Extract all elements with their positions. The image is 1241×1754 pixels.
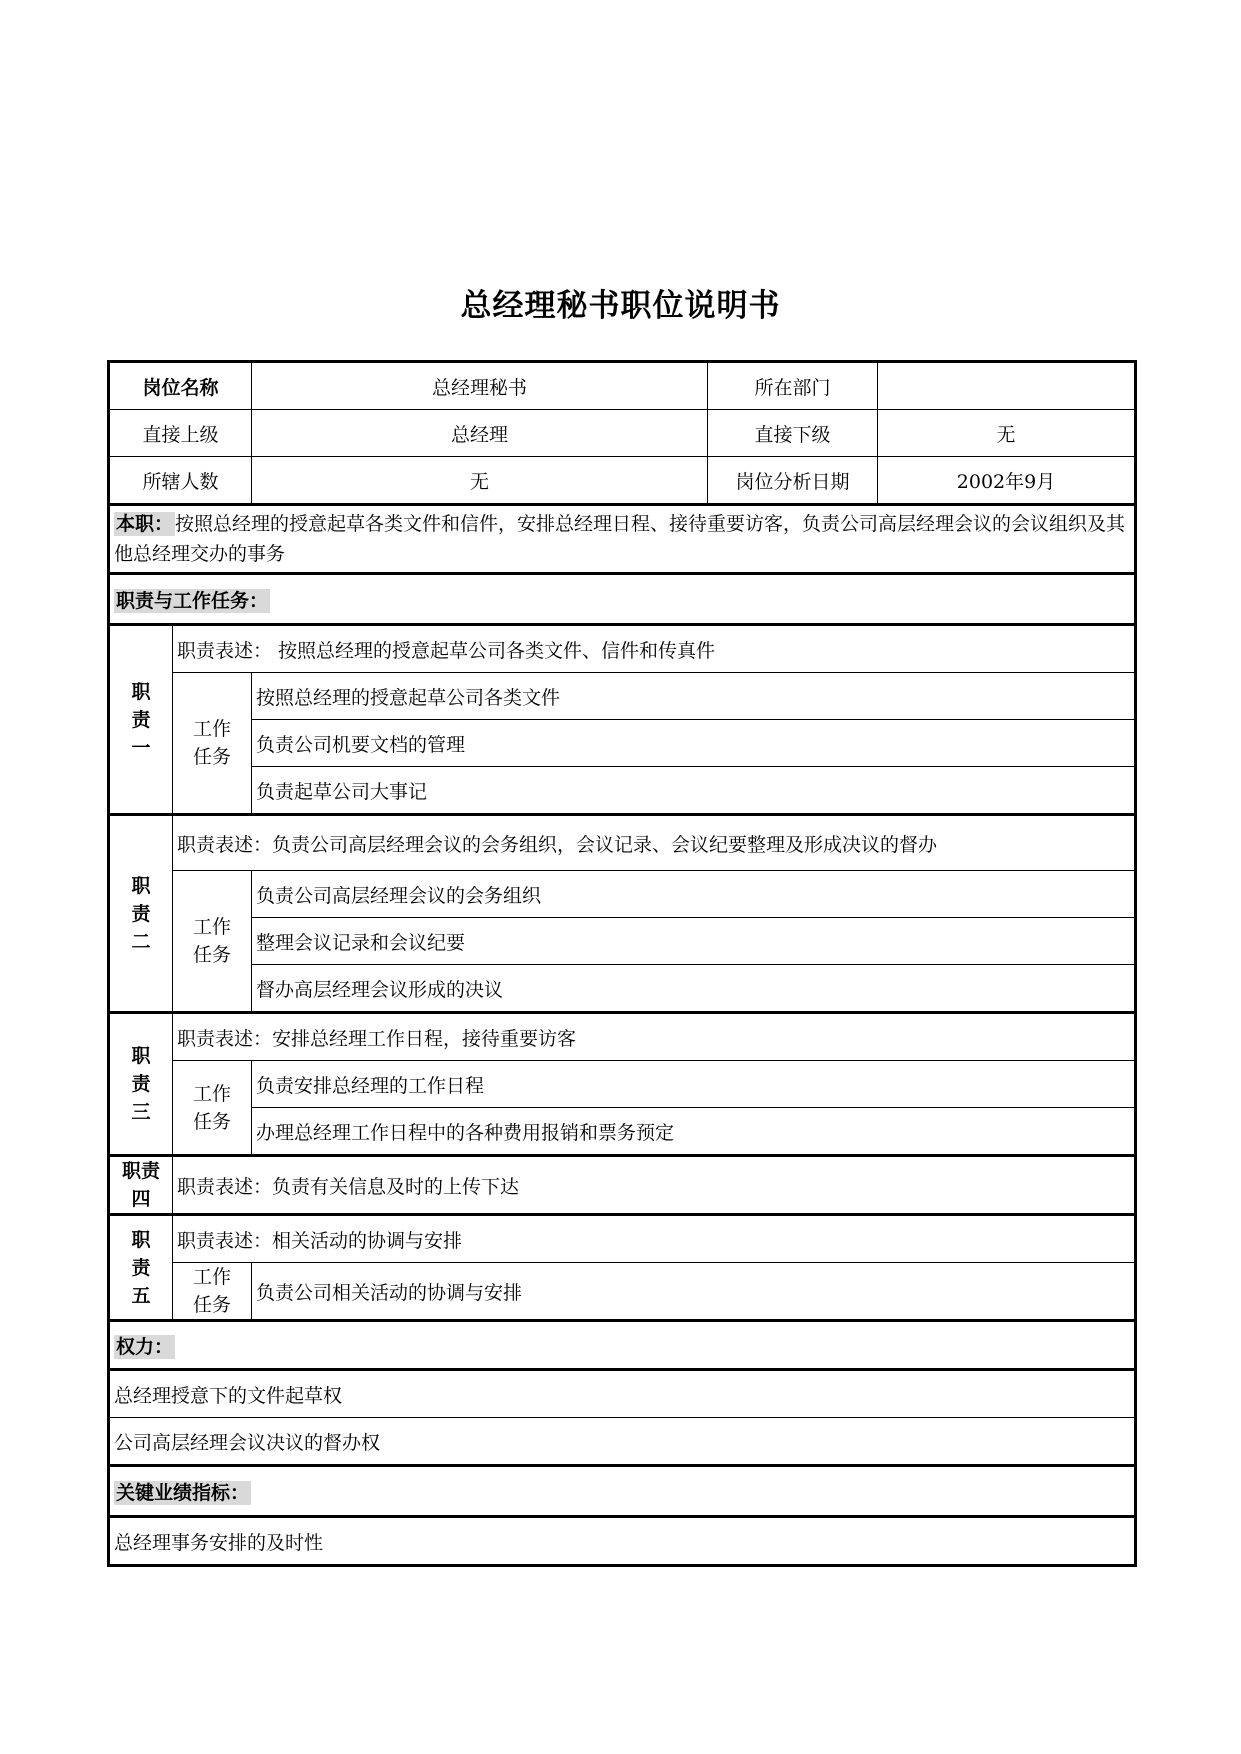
kpi-item-1: 总经理事务安排的及时性: [109, 1517, 1136, 1566]
duty-1-task-2: 负责公司机要文档的管理: [252, 720, 1136, 767]
position-name-value: 总经理秘书: [252, 362, 708, 410]
duty-2-label: 职 责 二: [109, 815, 173, 1013]
department-label: 所在部门: [708, 362, 878, 410]
page-title: 总经理秘书职位说明书: [460, 288, 781, 324]
authority-item-2: 公司高层经理会议决议的督办权: [109, 1418, 1136, 1466]
duty-5-label: 职 责 五: [109, 1215, 173, 1321]
department-value: [878, 362, 1136, 410]
superior-value: 总经理: [252, 410, 708, 457]
duty-1-task-label: 工作 任务: [173, 673, 252, 815]
duty-4-label: 职责 四: [109, 1156, 173, 1215]
duty-4-statement: 职责表述：负责有关信息及时的上传下达: [173, 1156, 1136, 1215]
duty-5-task-label: 工作 任务: [173, 1263, 252, 1321]
kpi-heading-row: [109, 1466, 1136, 1517]
summary-text: 按照总经理的授意起草各类文件和信件，安排总经理日程、接待重要访客，负责公司高层经理会议的会议组织及其他总经理交办的事务: [114, 513, 1126, 565]
staff-count-value: 无: [252, 457, 708, 505]
superior-label: 直接上级: [109, 410, 252, 457]
duty-2-statement: 职责表述：负责公司高层经理会议的会务组织，会议记录、会议纪要整理及形成决议的督办: [173, 815, 1136, 871]
duty-5-task-1: 负责公司相关活动的协调与安排: [252, 1263, 1136, 1321]
duty-2-task-3: 督办高层经理会议形成的决议: [252, 965, 1136, 1013]
subordinate-value: 无: [878, 410, 1136, 457]
analysis-date-label: 岗位分析日期: [708, 457, 878, 505]
kpi-heading: 关键业绩指标：: [116, 1481, 250, 1504]
duty-1-statement: 职责表述： 按照总经理的授意起草公司各类文件、信件和传真件: [173, 625, 1136, 673]
authority-heading: 权力：: [116, 1335, 174, 1358]
duty-3-task-1: 负责安排总经理的工作日程: [252, 1061, 1136, 1108]
duty-3-task-label: 工作 任务: [173, 1061, 252, 1156]
duty-1-task-3: 负责起草公司大事记: [252, 767, 1136, 815]
position-name-label: 岗位名称: [109, 362, 252, 410]
staff-count-label: 所辖人数: [109, 457, 252, 505]
duty-1-label: 职 责 一: [109, 625, 173, 815]
authority-item-1: 总经理授意下的文件起草权: [109, 1370, 1136, 1418]
job-description-table: [107, 360, 1137, 1567]
job-summary: [109, 505, 1136, 574]
duty-3-label: 职 责 三: [109, 1013, 173, 1156]
duty-3-statement: 职责表述：安排总经理工作日程，接待重要访客: [173, 1013, 1136, 1061]
duty-3-task-2: 办理总经理工作日程中的各种费用报销和票务预定: [252, 1108, 1136, 1156]
duty-1-task-1: 按照总经理的授意起草公司各类文件: [252, 673, 1136, 720]
duty-2-task-2: 整理会议记录和会议纪要: [252, 918, 1136, 965]
duty-2-task-1: 负责公司高层经理会议的会务组织: [252, 871, 1136, 918]
authority-heading-row: [109, 1321, 1136, 1370]
duty-2-task-label: 工作 任务: [173, 871, 252, 1013]
subordinate-label: 直接下级: [708, 410, 878, 457]
duties-heading-row: [109, 574, 1136, 625]
duties-heading: 职责与工作任务：: [116, 589, 269, 612]
analysis-date-value: 2002年9月: [878, 457, 1136, 505]
summary-label: 本职：: [116, 513, 174, 535]
duty-5-statement: 职责表述：相关活动的协调与安排: [173, 1215, 1136, 1263]
